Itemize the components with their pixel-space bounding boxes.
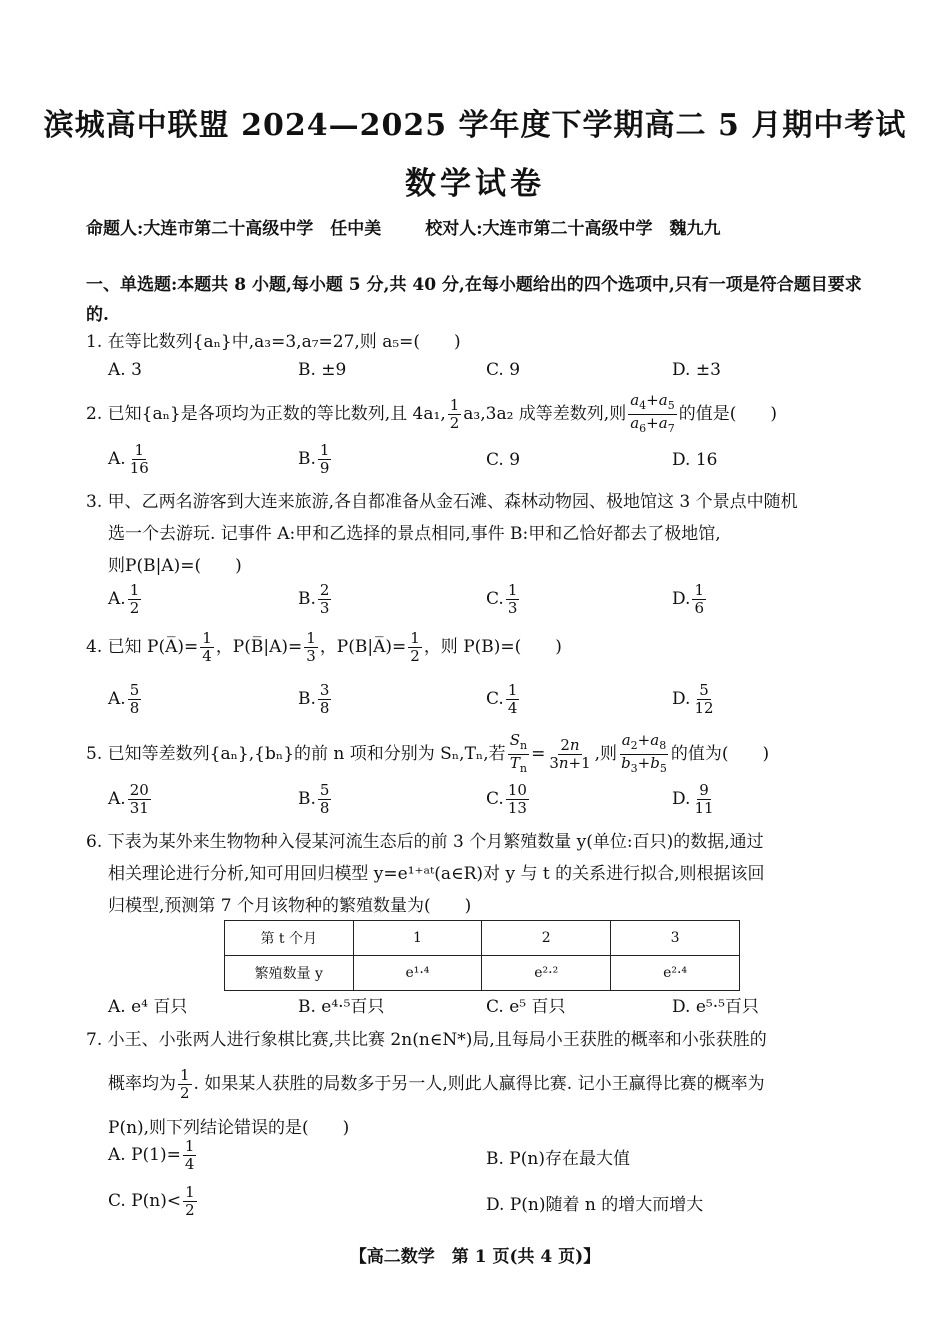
authors-line — [86, 214, 866, 239]
q5-option-a: A. $\frac{20}{31}$ — [108, 781, 149, 817]
question-4: 4. 已知 P(A̅)= $\frac{1}{4}$ ，P(B̅|A)= $\frac{1}{3}$ ，P(B|A̅)= $\frac{1}{2}$ ，则 P(B)=( ) — [86, 629, 562, 665]
q7-option-b: B. P(n)存在最大值 — [486, 1149, 630, 1169]
q3-option-a: A. $\frac{1}{2}$ — [108, 581, 140, 617]
q4-option-d: D. $\frac{5}{12}$ — [672, 681, 714, 717]
q3-option-b: B. $\frac{2}{3}$ — [298, 581, 330, 617]
q1-option-c: C. 9 — [486, 360, 521, 380]
question-3 — [86, 486, 866, 582]
q5-option-d: D. $\frac{9}{11}$ — [672, 781, 714, 817]
q7-option-d: D. P(n)随着 n 的增大而增大 — [486, 1195, 704, 1215]
q2-option-a: A. $\frac{1}{16}$ — [108, 441, 149, 477]
q2-ratio-fraction: $\frac{a_4+a_5}{a_6+a_7}$ — [630, 391, 675, 435]
exam-subtitle: 数学试卷 — [405, 166, 545, 202]
question-7-line-2: 概率均为 $\frac{1}{2}$ . 如果某人获胜的局数多于另一人,则此人赢得比赛. 记小王赢得比赛的概率为 — [108, 1066, 765, 1102]
table-cell: 繁殖数量 y — [225, 956, 354, 991]
growth-data-table — [224, 920, 740, 991]
question-1 — [86, 326, 866, 358]
q4-option-c: C. $\frac{1}{4}$ — [486, 681, 518, 717]
question-1-text: 1. 在等比数列{aₙ}中,a₃=3,a₇=27,则 a₅=( ) — [86, 332, 461, 352]
table-cell: e¹·⁴ — [353, 956, 482, 991]
author-label: 命题人:大连市第二十高级中学 任中美 — [86, 219, 382, 239]
q2-option-b: B. $\frac{1}{9}$ — [298, 441, 330, 477]
q6-option-c: C. e⁵ 百只 — [486, 997, 566, 1017]
question-7-line-1: 7. 小王、小张两人进行象棋比赛,共比赛 2n(n∈N*)局,且每局小王获胜的概率和小张获胜的 — [86, 1030, 767, 1050]
q7-option-c: C. P(n)< $\frac{1}{2}$ — [108, 1183, 195, 1219]
q2-half-fraction: $\frac{1}{2}$ — [449, 396, 460, 432]
q5-option-b: B. $\frac{5}{8}$ — [298, 781, 330, 817]
question-6-line-2: 相关理论进行分析,知可用回归模型 y=e¹⁺ᵃᵗ(a∈R)对 y 与 t 的关系进行拟合,则根据该回 — [108, 864, 765, 884]
table-row — [225, 956, 740, 991]
q2-option-c: C. 9 — [486, 450, 521, 470]
checker-label: 校对人:大连市第二十高级中学 魏九九 — [425, 219, 721, 239]
q1-option-d: D. ±3 — [672, 360, 721, 380]
q6-option-d: D. e⁵·⁵百只 — [672, 997, 759, 1017]
question-6-line-1: 6. 下表为某外来生物物种入侵某河流生态后的前 3 个月繁殖数量 y(单位:百只)的数据,通过 — [86, 832, 764, 852]
question-3-line-2: 选一个去游玩. 记事件 A:甲和乙选择的景点相同,事件 B:甲和乙恰好都去了极地馆, — [108, 524, 721, 544]
q4-option-a: A. $\frac{5}{8}$ — [108, 681, 140, 717]
q5-option-c: C. $\frac{10}{13}$ — [486, 781, 527, 817]
table-cell: e²·² — [482, 956, 611, 991]
q6-option-b: B. e⁴·⁵百只 — [298, 997, 385, 1017]
question-6 — [86, 826, 866, 922]
table-cell: 2 — [482, 921, 611, 956]
question-7 — [86, 1018, 866, 1150]
q1-option-b: B. ±9 — [298, 360, 347, 380]
question-5: 5. 已知等差数列{aₙ},{bₙ}的前 n 项和分别为 Sₙ,Tₙ,若 $\frac{S_n}{T_n}$ = $\frac{2n}{3n+1}$ ,则 $\frac{a_2+a_8}{b_3+b_5}$ 的值为( ) — [86, 731, 770, 775]
question-6-line-3: 归模型,预测第 7 个月该物种的繁殖数量为( ) — [108, 896, 472, 916]
q6-option-a: A. e⁴ 百只 — [108, 997, 188, 1017]
table-row — [225, 921, 740, 956]
q3-option-d: D. $\frac{1}{6}$ — [672, 581, 704, 617]
q3-option-c: C. $\frac{1}{3}$ — [486, 581, 518, 617]
question-3-line-3: 则P(B|A)=( ) — [108, 556, 242, 576]
question-2-post: 的值是( ) — [678, 404, 777, 424]
table-cell: e²·⁴ — [611, 956, 740, 991]
q7-option-a: A. P(1)= $\frac{1}{4}$ — [108, 1137, 195, 1173]
table-cell: 1 — [353, 921, 482, 956]
table-cell: 3 — [611, 921, 740, 956]
q1-option-a: A. 3 — [108, 360, 142, 380]
exam-title: 滨城高中联盟 2024—2025 学年度下学期高二 5 月期中考试 — [43, 108, 907, 143]
q2-option-d: D. 16 — [672, 450, 718, 470]
section-heading: 一、单选题:本题共 8 小题,每小题 5 分,共 40 分,在每小题给出的四个选项中,只有一项是符合题目要求的. — [86, 275, 862, 325]
question-3-line-1: 3. 甲、乙两名游客到大连来旅游,各自都准备从金石滩、森林动物园、极地馆这 3 个景点中随机 — [86, 492, 798, 512]
page-footer: 【高二数学 第 1 页(共 4 页)】 — [349, 1247, 601, 1267]
q4-option-b: B. $\frac{3}{8}$ — [298, 681, 330, 717]
question-2 — [86, 392, 866, 437]
question-7-line-3: P(n),则下列结论错误的是( ) — [108, 1118, 350, 1138]
question-2-pre: 2. 已知{aₙ}是各项均为正数的等比数列,且 4a₁, — [86, 404, 446, 424]
question-2-mid: a₃,3a₂ 成等差数列,则 — [463, 404, 627, 424]
table-cell: 第 t 个月 — [225, 921, 354, 956]
